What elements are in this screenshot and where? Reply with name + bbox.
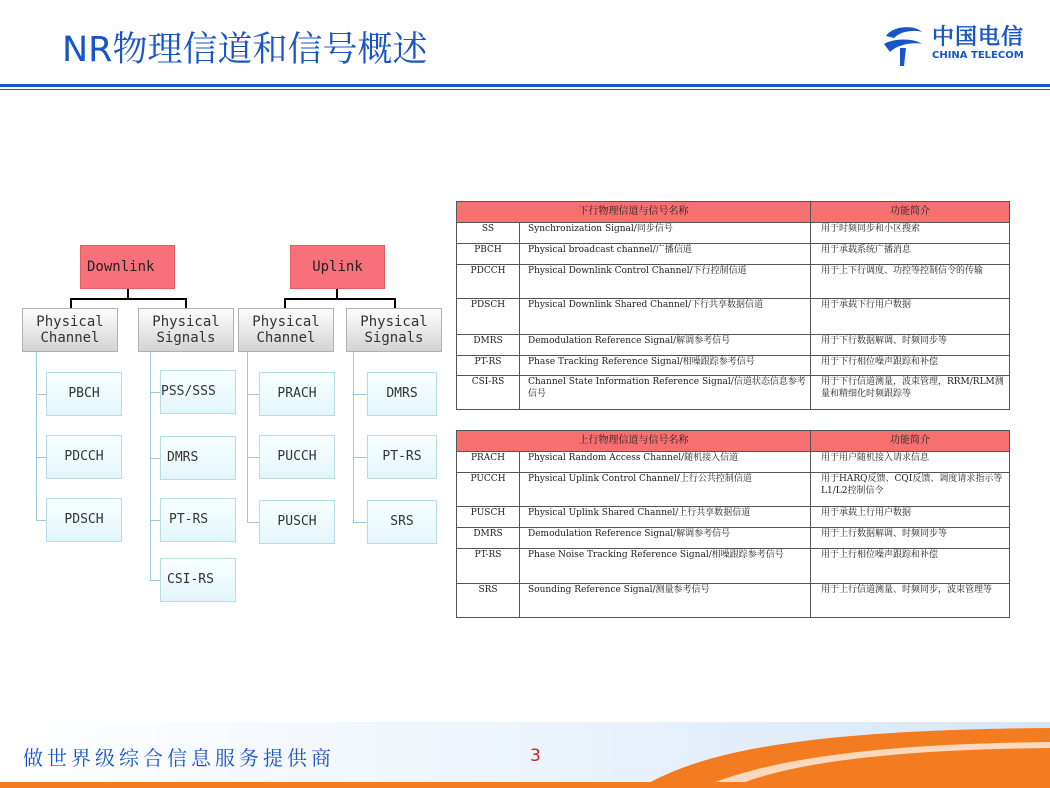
uplink-table-cell-desc: 用于承载上行用户数据 (811, 507, 1010, 528)
uplink-table-cell-name: Physical Uplink Control Channel/上行公共控制信道 (520, 473, 811, 507)
downlink-table-cell-desc: 用于下行相位噪声跟踪和补偿 (811, 356, 1010, 376)
dl-signal-pt-rs: PT-RS (160, 498, 236, 542)
downlink-table-cell-name: Physical broadcast channel/广播信道 (520, 244, 811, 265)
downlink-table-cell-name: Synchronization Signal/同步信号 (520, 223, 811, 244)
china-telecom-logo (880, 20, 1030, 70)
footer-slogan: 做世界级综合信息服务提供商 (23, 746, 335, 770)
page-title: NR物理信道和信号概述 (62, 30, 428, 70)
uplink-table-cell-desc: 用于HARQ反馈、CQI反馈、调度请求指示等L1/L2控制信令 (811, 473, 1010, 507)
header-rule (0, 84, 1050, 87)
uplink-table-row (457, 528, 1010, 549)
uplink-table-cell-abbr: PUCCH (457, 473, 520, 507)
downlink-table-row (457, 356, 1010, 376)
uplink-table-cell-desc: 用于上行信道测量、时频同步，波束管理等 (811, 584, 1010, 618)
uplink-physical-channel-node: Physical Channel (238, 308, 334, 352)
downlink-table-cell-abbr: SS (457, 223, 520, 244)
downlink-node: Downlink (80, 245, 175, 289)
downlink-table-cell-desc: 用于承载下行用户数据 (811, 299, 1010, 335)
uplink-table-cell-desc: 用于用户随机接入请求信息 (811, 452, 1010, 473)
downlink-table-row (457, 299, 1010, 335)
ul-signal-pt-rs: PT-RS (367, 435, 437, 479)
dl-signal-dmrs: DMRS (160, 436, 236, 480)
uplink-table-cell-abbr: DMRS (457, 528, 520, 549)
uplink-table-cell-name: Demodulation Reference Signal/解调参考信号 (520, 528, 811, 549)
dl-channel-pbch: PBCH (46, 372, 122, 416)
downlink-table-cell-desc: 用于下行数据解调、时频同步等 (811, 335, 1010, 356)
uplink-table-row (457, 507, 1010, 528)
downlink-table-cell-name: Physical Downlink Shared Channel/下行共享数据信道 (520, 299, 811, 335)
ul-channel-prach: PRACH (259, 372, 335, 416)
downlink-table-cell-desc: 用于时频同步和小区搜索 (811, 223, 1010, 244)
uplink-table-cell-desc: 用于上行相位噪声跟踪和补偿 (811, 549, 1010, 584)
uplink-table-cell-name: Physical Uplink Shared Channel/上行共享数据信道 (520, 507, 811, 528)
uplink-table-cell-name: Phase Noise Tracking Reference Signal/相噪跟踪参考信号 (520, 549, 811, 584)
ul-signal-srs: SRS (367, 500, 437, 544)
downlink-table-row (457, 223, 1010, 244)
uplink-node: Uplink (290, 245, 385, 289)
uplink-table-cell-name: Sounding Reference Signal/测量参考信号 (520, 584, 811, 618)
downlink-table-cell-abbr: PT-RS (457, 356, 520, 376)
downlink-table-cell-abbr: DMRS (457, 335, 520, 356)
uplink-table-header-name: 上行物理信道与信号名称 (457, 431, 811, 452)
dl-signal-pss-sss: PSS/SSS (160, 370, 236, 414)
dl-channel-pdcch: PDCCH (46, 435, 122, 479)
downlink-table-cell-name: Phase Tracking Reference Signal/相噪跟踪参考信号 (520, 356, 811, 376)
dl-signal-csi-rs: CSI-RS (160, 558, 236, 602)
downlink-table-row (457, 376, 1010, 410)
downlink-table-cell-desc: 用于下行信道测量，波束管理，RRM/RLM测量和精细化时频跟踪等 (811, 376, 1010, 410)
uplink-table-row (457, 584, 1010, 618)
uplink-table-header-desc: 功能简介 (811, 431, 1010, 452)
uplink-table (456, 430, 1010, 618)
downlink-table-cell-desc: 用于上下行调度、功控等控制信令的传输 (811, 265, 1010, 299)
downlink-table-cell-desc: 用于承载系统广播消息 (811, 244, 1010, 265)
uplink-table-cell-name: Physical Random Access Channel/随机接入信道 (520, 452, 811, 473)
downlink-table-cell-abbr: PBCH (457, 244, 520, 265)
downlink-table-row (457, 265, 1010, 299)
downlink-table-row (457, 244, 1010, 265)
ul-channel-pucch: PUCCH (259, 435, 335, 479)
uplink-table-cell-abbr: PUSCH (457, 507, 520, 528)
ul-signal-dmrs: DMRS (367, 372, 437, 416)
uplink-table-cell-desc: 用于上行数据解调、时频同步等 (811, 528, 1010, 549)
downlink-table-cell-abbr: PDCCH (457, 265, 520, 299)
uplink-table-row (457, 549, 1010, 584)
uplink-table-row (457, 473, 1010, 507)
uplink-table-row (457, 452, 1010, 473)
uplink-table-cell-abbr: PT-RS (457, 549, 520, 584)
uplink-table-cell-abbr: SRS (457, 584, 520, 618)
downlink-table-cell-abbr: CSI-RS (457, 376, 520, 410)
downlink-table-cell-name: Physical Downlink Control Channel/下行控制信道 (520, 265, 811, 299)
downlink-table-row (457, 335, 1010, 356)
ul-channel-pusch: PUSCH (259, 500, 335, 544)
downlink-table-cell-name: Channel State Information Reference Signal/信道状态信息参考信号 (520, 376, 811, 410)
downlink-table (456, 201, 1010, 410)
dl-channel-pdsch: PDSCH (46, 498, 122, 542)
downlink-physical-signals-node: Physical Signals (138, 308, 234, 352)
page-number: 3 (530, 746, 541, 766)
uplink-physical-signals-node: Physical Signals (346, 308, 442, 352)
telecom-swirl-icon (880, 22, 926, 68)
downlink-table-header-desc: 功能简介 (811, 202, 1010, 223)
logo-english-text: CHINA TELECOM (932, 50, 1024, 61)
downlink-table-cell-name: Demodulation Reference Signal/解调参考信号 (520, 335, 811, 356)
uplink-table-cell-abbr: PRACH (457, 452, 520, 473)
downlink-table-cell-abbr: PDSCH (457, 299, 520, 335)
header-rule-thin (0, 89, 1050, 90)
logo-chinese-text: 中国电信 (932, 25, 1025, 50)
downlink-table-header-name: 下行物理信道与信号名称 (457, 202, 811, 223)
downlink-physical-channel-node: Physical Channel (22, 308, 118, 352)
